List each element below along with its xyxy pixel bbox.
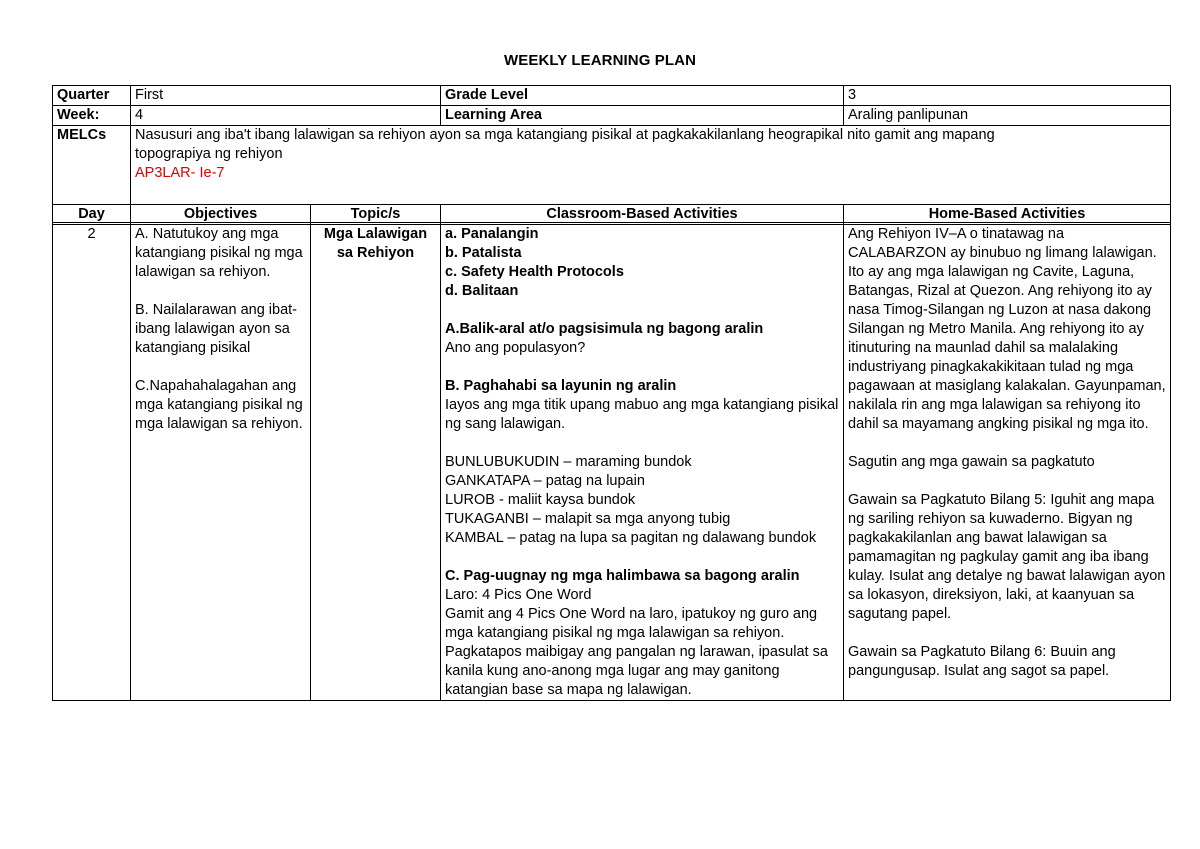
header-classroom-activities: Classroom-Based Activities (441, 205, 844, 225)
header-info-table (52, 85, 1171, 223)
melcs-label: MELCs (53, 126, 131, 223)
objective-b: B. Nailalarawan ang ibat-ibang lalawigan ayon sa katangiang pisikal (135, 302, 298, 356)
classroom-activities-cell (441, 225, 844, 701)
quarter-row (53, 86, 1171, 106)
quarter-value: First (131, 86, 441, 106)
section-c-title: C. Pag-uugnay ng mga halimbawa sa bagong aralin (445, 568, 800, 584)
section-a-text: Ano ang populasyon? (445, 340, 586, 356)
prelim-item: a. Panalangin (445, 226, 539, 242)
grade-level-value: 3 (844, 86, 1171, 106)
home-para-3: Gawain sa Pagkatuto Bilang 5: Iguhit ang mapa ng sariling rehiyon sa kuwaderno. Bigyan ng pagkakakilanlan ang bawat lalawigan sa pamamagitan ng pagkulay gamit ang iba ibang kulay. Isulat ang detalye ng bawat lalawigan ayon sa lokasyon, direksiyon, laki, at kaanyuan sa sagutang papel. (848, 492, 1166, 622)
weekly-plan-table (52, 204, 1171, 701)
melcs-text-line2: topograpiya ng rehiyon (135, 146, 283, 162)
word-item: KAMBAL – patag na lupa sa pagitan ng dalawang bundok (445, 530, 817, 546)
word-item: GANKATAPA – patag na lupain (445, 473, 645, 489)
objective-a: A. Natutukoy ang mga katangiang pisikal ng mga lalawigan sa rehiyon. (135, 226, 303, 280)
section-a-title: A.Balik-aral at/o pagsisimula ng bagong aralin (445, 321, 764, 337)
week-row (53, 106, 1171, 126)
day-row (53, 225, 1171, 701)
melcs-text-line1: Nasusuri ang iba't ibang lalawigan sa rehiyon ayon sa mga katangiang pisikal at pagkakakilanlang heograpikal nito gamit ang mapang (135, 127, 995, 143)
learning-area-label: Learning Area (441, 106, 844, 126)
topic-cell (311, 225, 441, 701)
quarter-label: Quarter (53, 86, 131, 106)
word-item: LUROB - maliit kaysa bundok (445, 492, 636, 508)
header-day: Day (53, 205, 131, 225)
word-item: TUKAGANBI – malapit sa mga anyong tubig (445, 511, 731, 527)
prelim-item: d. Balitaan (445, 283, 519, 299)
header-home-activities: Home-Based Activities (844, 205, 1171, 225)
home-para-4: Gawain sa Pagkatuto Bilang 6: Buuin ang pangungusap. Isulat ang sagot sa papel. (848, 644, 1116, 679)
grade-level-label: Grade Level (441, 86, 844, 106)
header-topics: Topic/s (311, 205, 441, 225)
page-title: WEEKLY LEARNING PLAN (503, 52, 697, 69)
section-c-text: Gamit ang 4 Pics One Word na laro, ipatukoy ng guro ang mga katangiang pisikal ng mga lalawigan sa rehiyon. Pagkatapos maibigay ang pangalan ng larawan, ipasulat sa kanila kung ano-anong mga lugar ang may ganitong katangian base sa mapa ng lalawigan. (445, 606, 828, 698)
melcs-code: AP3LAR- Ie-7 (135, 165, 225, 181)
header-objectives: Objectives (131, 205, 311, 225)
section-b-title: B. Paghahabi sa layunin ng aralin (445, 378, 677, 394)
home-activities-cell (844, 225, 1171, 701)
objectives-cell (131, 225, 311, 701)
home-para-1: Ang Rehiyon IV–A o tinatawag na CALABARZON ay binubuo ng limang lalawigan. Ito ay ang mga lalawigan ng Cavite, Laguna, Batangas, Rizal at Quezon. Ang rehiyong ito ay nasa Timog-Silangan ng Luzon at nasa dakong Silangan ng Metro Manila. Ang rehiyong ito ay itinuturing na maunlad dahil sa malalaking industriyang pinagkakakikitaan tulad ng mga pagawaan at masiglang kalakalan. Gayunpaman, nakilala rin ang mga lalawigan sa rehiyong ito dahil sa mayamang angking pisikal ng mga ito. (848, 226, 1166, 432)
prelim-item: c. Safety Health Protocols (445, 264, 624, 280)
prelim-item: b. Patalista (445, 245, 522, 261)
week-value: 4 (131, 106, 441, 126)
learning-area-value: Araling panlipunan (844, 106, 1171, 126)
topic-text: Mga Lalawigan sa Rehiyon (323, 226, 428, 261)
column-headers (53, 205, 1171, 225)
home-para-2: Sagutin ang mga gawain sa pagkatuto (848, 454, 1095, 470)
section-c-game: Laro: 4 Pics One Word (445, 587, 592, 603)
week-label: Week: (53, 106, 131, 126)
word-item: BUNLUBUKUDIN – maraming bundok (445, 454, 692, 470)
section-b-text: Iayos ang mga titik upang mabuo ang mga katangiang pisikal ng sang lalawigan. (445, 397, 839, 432)
objective-c: C.Napahahalagahan ang mga katangiang pisikal ng mga lalawigan sa rehiyon. (135, 378, 303, 432)
day-number: 2 (53, 225, 131, 701)
